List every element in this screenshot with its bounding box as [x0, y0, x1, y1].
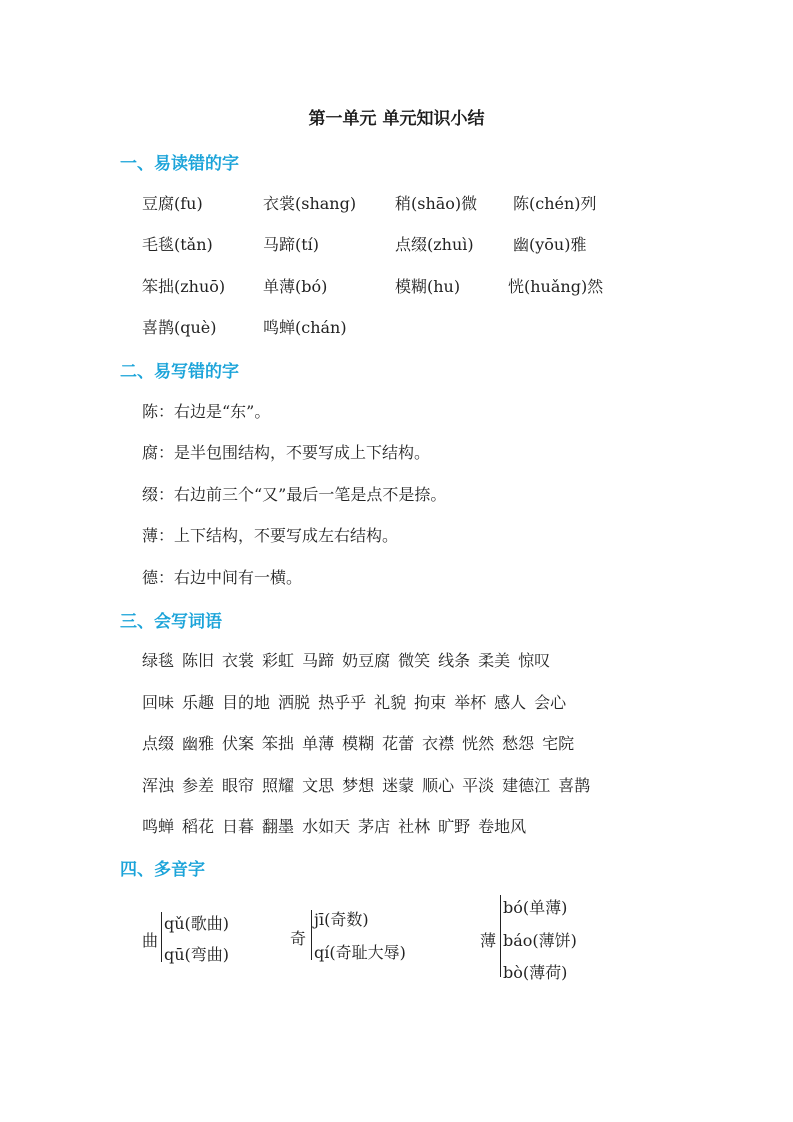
vocab-word: 奶豆腐: [342, 651, 391, 670]
polyphone-reading: qū(弯曲): [164, 945, 230, 964]
vocab-word: 感人: [494, 693, 527, 712]
vocab-word: 目的地: [222, 693, 271, 712]
misread-item: 笨拙(zhuō): [142, 277, 226, 296]
polyphone-reading: bó(单薄): [503, 898, 568, 917]
vocab-word: 点缀: [142, 734, 175, 753]
page-title: 第一单元 单元知识小结: [308, 109, 485, 129]
polyphone-char: 奇: [290, 929, 307, 948]
vocab-word: 单薄: [302, 734, 335, 753]
miswritten-note: 薄：上下结构，不要写成左右结构。: [142, 526, 399, 545]
vocab-row: [142, 690, 574, 713]
polyphone-char: 薄: [480, 931, 497, 950]
vocab-word: 浑浊: [142, 776, 175, 795]
vocab-word: 绿毯: [142, 651, 175, 670]
misread-item: 稍(shāo)微: [395, 194, 478, 213]
vocab-word: 衣裳: [222, 651, 255, 670]
miswritten-note: 腐：是半包围结构，不要写成上下结构。: [142, 443, 431, 462]
vocab-word: 柔美: [478, 651, 511, 670]
vocab-word: 迷蒙: [382, 776, 415, 795]
section-heading-polyphones: 四、多音字: [120, 860, 205, 880]
vocab-word: 马蹄: [302, 651, 335, 670]
vocab-word: 稻花: [182, 817, 215, 836]
vocab-word: 鸣蝉: [142, 817, 175, 836]
vocab-word: 顺心: [422, 776, 455, 795]
vocab-word: 愁怨: [502, 734, 535, 753]
vocab-word: 旷野: [438, 817, 471, 836]
vocab-word: 水如天: [302, 817, 351, 836]
vocab-word: 微笑: [398, 651, 431, 670]
misread-item: 单薄(bó): [263, 277, 328, 296]
vocab-row: [142, 814, 534, 837]
vocab-word: 眼帘: [222, 776, 255, 795]
brace: [500, 895, 501, 977]
vocab-word: 线条: [438, 651, 471, 670]
misread-item: 幽(yōu)雅: [513, 235, 587, 254]
misread-item: 毛毯(tǎn): [142, 235, 213, 254]
vocab-word: 建德江: [502, 776, 551, 795]
polyphone-reading: báo(薄饼): [503, 931, 577, 950]
vocab-word: 洒脱: [278, 693, 311, 712]
vocab-word: 彩虹: [262, 651, 295, 670]
vocab-word: 花蕾: [382, 734, 415, 753]
vocab-word: 热乎乎: [318, 693, 367, 712]
misread-item: 鸣蝉(chán): [263, 318, 347, 337]
misread-item: 衣裳(shang): [263, 194, 357, 213]
misread-item: 恍(huǎng)然: [508, 277, 604, 296]
vocab-word: 参差: [182, 776, 215, 795]
vocab-word: 卷地风: [478, 817, 527, 836]
misread-item: 喜鹊(què): [142, 318, 217, 337]
misread-item: 模糊(hu): [395, 277, 461, 296]
section-heading-miswritten: 二、易写错的字: [120, 362, 239, 382]
polyphone-reading: qǔ(歌曲): [164, 914, 230, 933]
vocab-row: [142, 731, 582, 754]
misread-item: 马蹄(tí): [263, 235, 320, 254]
vocab-word: 宅院: [542, 734, 575, 753]
vocab-word: 回味: [142, 693, 175, 712]
vocab-word: 幽雅: [182, 734, 215, 753]
vocab-word: 梦想: [342, 776, 375, 795]
polyphone-reading: jī(奇数): [314, 910, 369, 929]
vocab-word: 伏案: [222, 734, 255, 753]
vocab-word: 举杯: [454, 693, 487, 712]
vocab-word: 模糊: [342, 734, 375, 753]
vocab-word: 翻墨: [262, 817, 295, 836]
vocab-word: 恍然: [462, 734, 495, 753]
section-heading-misread: 一、易读错的字: [120, 154, 239, 174]
vocab-word: 照耀: [262, 776, 295, 795]
vocab-row: [142, 648, 558, 671]
vocab-word: 衣襟: [422, 734, 455, 753]
vocab-word: 日暮: [222, 817, 255, 836]
misread-item: 陈(chén)列: [513, 194, 597, 213]
polyphone-reading: qí(奇耻大辱): [314, 943, 406, 962]
vocab-word: 礼貌: [374, 693, 407, 712]
polyphone-reading: bò(薄荷): [503, 963, 568, 982]
miswritten-note: 陈：右边是“东”。: [142, 402, 271, 421]
vocab-word: 文思: [302, 776, 335, 795]
vocab-word: 陈旧: [182, 651, 215, 670]
vocab-word: 乐趣: [182, 693, 215, 712]
vocab-word: 笨拙: [262, 734, 295, 753]
brace: [311, 910, 312, 960]
vocab-word: 平淡: [462, 776, 495, 795]
brace: [161, 912, 162, 962]
polyphone-char: 曲: [142, 931, 159, 950]
miswritten-note: 德：右边中间有一横。: [142, 568, 303, 587]
misread-item: 豆腐(fu): [142, 194, 203, 213]
vocab-word: 惊叹: [518, 651, 551, 670]
vocab-word: 社林: [398, 817, 431, 836]
vocab-word: 拘束: [414, 693, 447, 712]
miswritten-note: 缀：右边前三个“又”最后一笔是点不是捺。: [142, 485, 447, 504]
vocab-word: 会心: [534, 693, 567, 712]
vocab-word: 茅店: [358, 817, 391, 836]
section-heading-vocabulary: 三、会写词语: [120, 612, 222, 632]
misread-item: 点缀(zhuì): [395, 235, 474, 254]
vocab-row: [142, 773, 598, 796]
vocab-word: 喜鹊: [558, 776, 591, 795]
